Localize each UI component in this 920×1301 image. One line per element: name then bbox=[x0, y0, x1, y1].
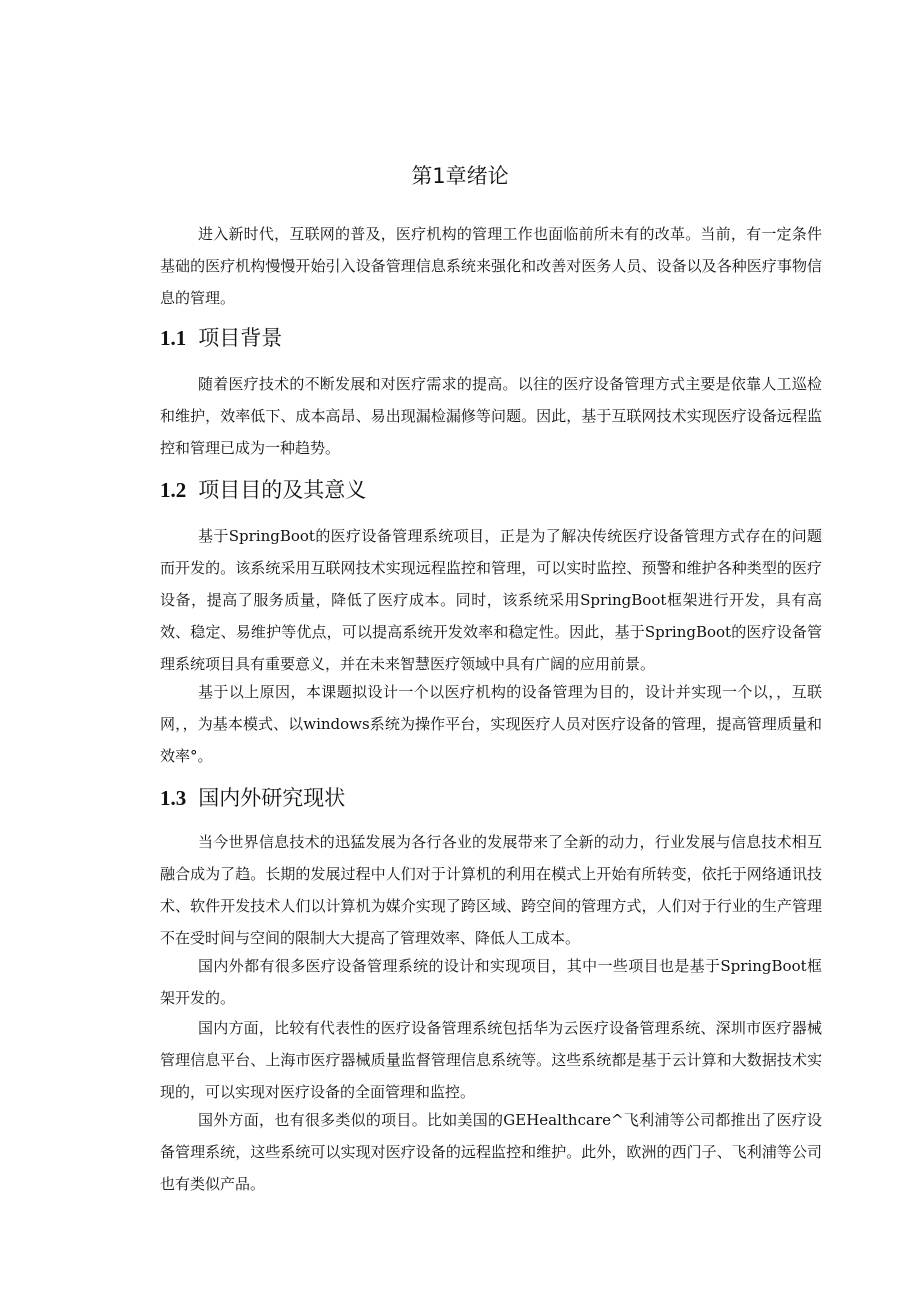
paragraph: 基于SpringBoot的医疗设备管理系统项目，正是为了解决传统医疗设备管理方式存在的问题而开发的。该系统采用互联网技术实现远程监控和管理，可以实时监控、预警和维护各种类型的医疗设备，提高了服务质量，降低了医疗成本。同时，该系统采用SpringBoot框架进行开发，具有高效、稳定、易维护等优点，可以提高系统开发效率和稳定性。因此，基于SpringBoot的医疗设备管理系统项目具有重要意义，并在未来智慧医疗领域中具有广阔的应用前景。 bbox=[160, 527, 822, 673]
paragraph: 国内外都有很多医疗设备管理系统的设计和实现项目，其中一些项目也是基于SpringBoot框架开发的。 bbox=[160, 957, 822, 1007]
section-number: 1.3 bbox=[160, 786, 187, 810]
section-heading-1-2 bbox=[160, 474, 366, 504]
intro-paragraph: 进入新时代，互联网的普及，医疗机构的管理工作也面临前所未有的改革。当前，有一定条件基础的医疗机构慢慢开始引入设备管理信息系统来强化和改善对医务人员、设备以及各种医疗事物信息的管理。 bbox=[160, 225, 822, 307]
paragraph: 当今世界信息技术的迅猛发展为各行各业的发展带来了全新的动力，行业发展与信息技术相互融合成为了趋。长期的发展过程中人们对于计算机的利用在模式上开始有所转变，依托于网络通讯技术、软件开发技术人们以计算机为媒介实现了跨区域、跨空间的管理方式，人们对于行业的生产管理不在受时间与空间的限制大大提高了管理效率、降低人工成本。 bbox=[160, 833, 822, 947]
section-title: 项目目的及其意义 bbox=[198, 478, 367, 502]
section-title: 国内外研究现状 bbox=[198, 786, 346, 810]
section-heading-1-3 bbox=[160, 782, 345, 812]
paragraph: 随着医疗技术的不断发展和对医疗需求的提高。以往的医疗设备管理方式主要是依靠人工巡检和维护，效率低下、成本高昂、易出现漏检漏修等问题。因此，基于互联网技术实现医疗设备远程监控和管理已成为一种趋势。 bbox=[160, 375, 822, 457]
section-heading-1-1 bbox=[160, 322, 282, 352]
section-number: 1.2 bbox=[160, 478, 187, 502]
paragraph: 国内方面，比较有代表性的医疗设备管理系统包括华为云医疗设备管理系统、深圳市医疗器械管理信息平台、上海市医疗器械质量监督管理信息系统等。这些系统都是基于云计算和大数据技术实现的，可以实现对医疗设备的全面管理和监控。 bbox=[160, 1019, 822, 1101]
paragraph: 基于以上原因，本课题拟设计一个以医疗机构的设备管理为目的，设计并实现一个以，，互联网，，为基本模式、以windows系统为操作平台，实现医疗人员对医疗设备的管理，提高管理质量和效率°。 bbox=[160, 683, 822, 765]
paragraph: 国外方面，也有很多类似的项目。比如美国的GEHealthcare^飞利浦等公司都推出了医疗设备管理系统，这些系统可以实现对医疗设备的远程监控和维护。此外，欧洲的西门子、飞利浦等公司也有类似产品。 bbox=[160, 1111, 822, 1193]
section-number: 1.1 bbox=[160, 326, 187, 350]
chapter-title: 第1章绪论 bbox=[411, 164, 509, 188]
section-title: 项目背景 bbox=[198, 326, 283, 350]
